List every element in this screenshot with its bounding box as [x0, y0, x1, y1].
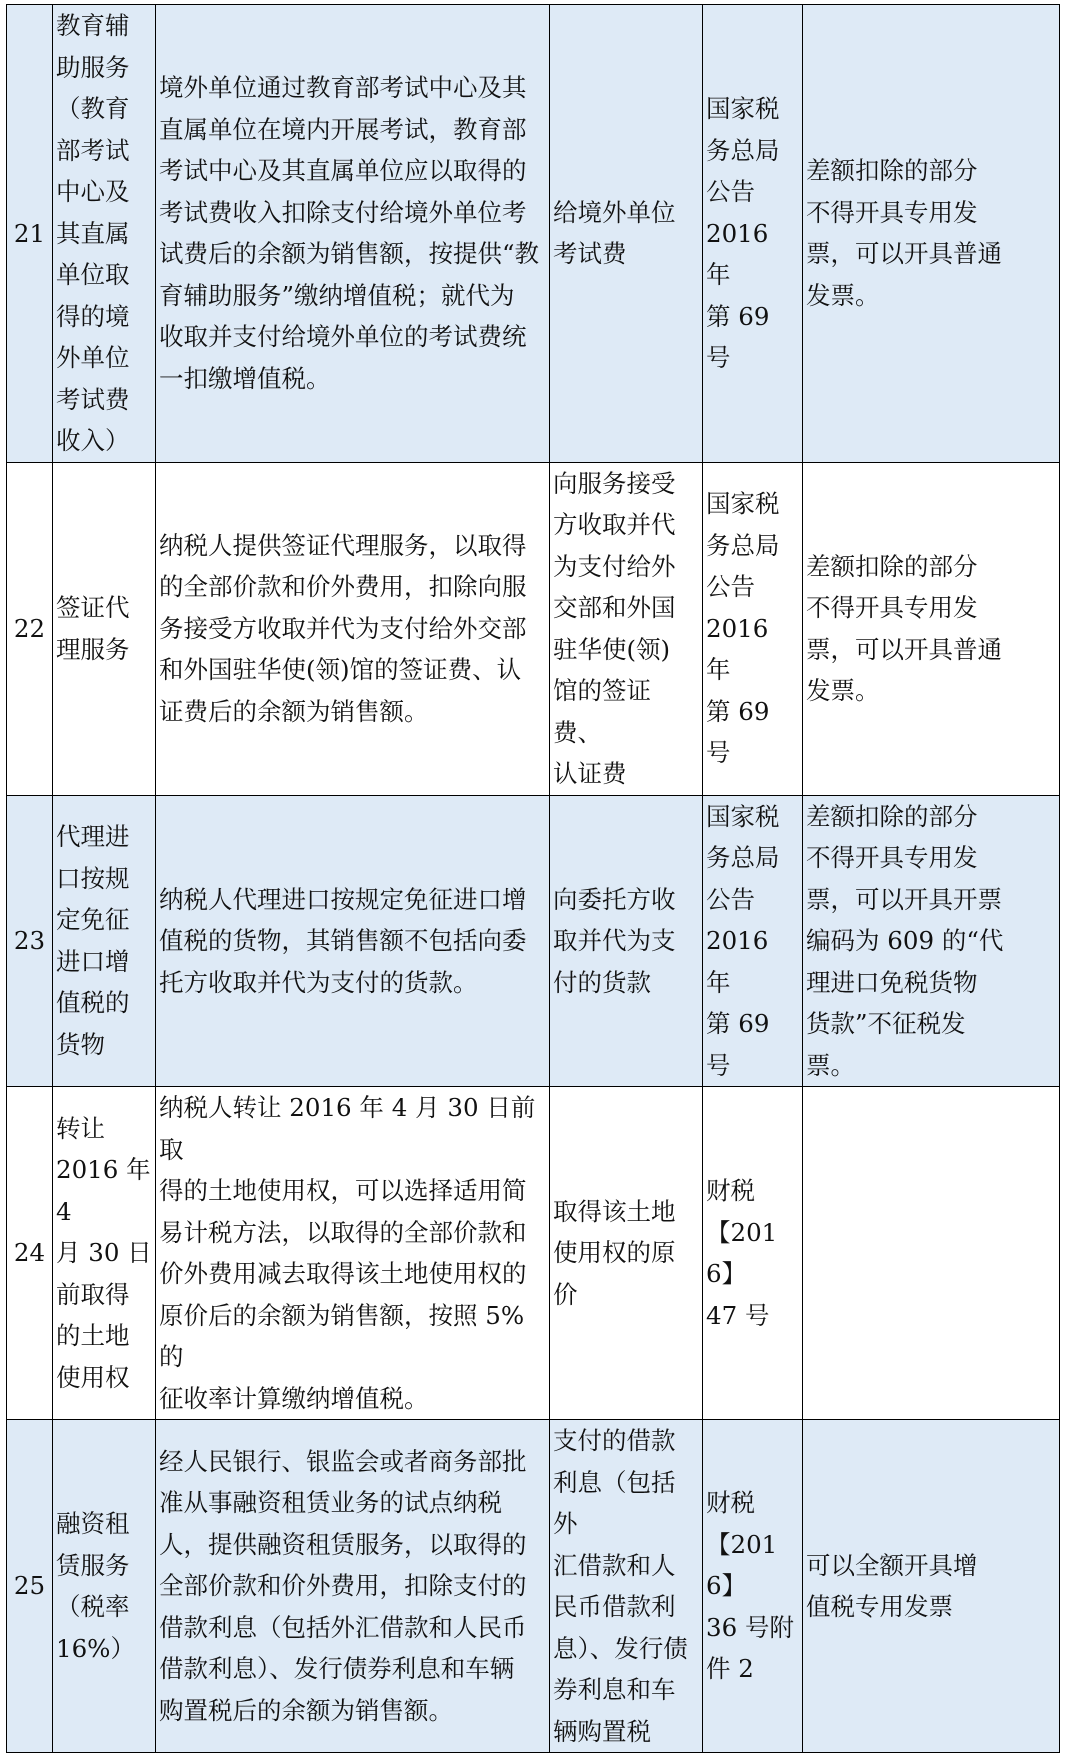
content-cell: [156, 5, 550, 463]
invoice-cell: [803, 5, 1060, 463]
item-name-cell: [53, 1420, 156, 1753]
deduction-cell: [550, 1087, 703, 1420]
invoice-cell: [803, 462, 1060, 795]
source-cell: [703, 795, 803, 1087]
row-number: 22: [7, 462, 53, 795]
row-number: 24: [7, 1087, 53, 1420]
table-row: [7, 1420, 1060, 1753]
source-cell: [703, 462, 803, 795]
deduction-text: 向服务接受 方收取并代 为支付给外 交部和外国 驻华使(领) 馆的签证费、 认证费: [553, 468, 676, 788]
table-row: [7, 5, 1060, 463]
source-cell: [703, 5, 803, 463]
content-cell: [156, 1420, 550, 1753]
deduction-text: 支付的借款 利息（包括外 汇借款和人 民币借款利 息）、发行债 券利息和车 辆购置税: [553, 1426, 688, 1746]
invoice-text: 差额扣除的部分 不得开具专用发 票，可以开具开票 编码为 609 的“代 理进口免税货物 货款”不征税发 票。: [806, 801, 1004, 1080]
deduction-text: 给境外单位 考试费: [553, 197, 676, 269]
row-number: 25: [7, 1420, 53, 1753]
item-name-cell: [53, 1087, 156, 1420]
content-text: 纳税人提供签证代理服务，以取得 的全部价款和价外费用，扣除向服 务接受方收取并代为支付给外交部 和外国驻华使(领)馆的签证费、认 证费后的余额为销售额。: [159, 530, 527, 726]
deduction-text: 向委托方收 取并代为支 付的货款: [553, 884, 676, 997]
item-name-cell: [53, 462, 156, 795]
source-text: 财税 【2016】 36 号附 件 2: [706, 1488, 794, 1684]
deduction-cell: [550, 1420, 703, 1753]
tax-deduction-table: [6, 4, 1060, 1753]
item-name: 代理进 口按规 定免征 进口增 值税的 货物: [56, 822, 130, 1059]
content-text: 纳税人代理进口按规定免征进口增 值税的货物，其销售额不包括向委 托方收取并代为支付的货款。: [159, 884, 527, 997]
row-number: 21: [7, 5, 53, 463]
item-name: 教育辅 助服务 （教育 部考试 中心及 其直属 单位取 得的境 外单位 考试费 收入）: [56, 11, 130, 455]
deduction-text: 取得该土地 使用权的原 价: [553, 1196, 676, 1309]
source-cell: [703, 1420, 803, 1753]
item-name-cell: [53, 795, 156, 1087]
content-text: 纳税人转让 2016 年 4 月 30 日前取 得的土地使用权，可以选择适用简 易计税方法，以取得的全部价款和 价外费用减去取得该土地使用权的 原价后的余额为销售额，按照 5%的 征收率计算缴纳增值税。: [159, 1093, 536, 1413]
invoice-text: 可以全额开具增 值税专用发票: [806, 1550, 978, 1621]
content-cell: [156, 795, 550, 1087]
content-text: 境外单位通过教育部考试中心及其 直属单位在境内开展考试，教育部 考试中心及其直属单位应以取得的 考试费收入扣除支付给境外单位考 试费后的余额为销售额，按提供“教 育辅助服务”缴纳增值税；就代为 收取并支付给境外单位的考试费统 一扣缴增值税。: [159, 73, 540, 393]
source-text: 国家税 务总局 公告 2016 年 第 69 号: [706, 801, 780, 1080]
item-name: 融资租 赁服务 （税率 16%）: [56, 1509, 135, 1663]
deduction-cell: [550, 795, 703, 1087]
source-text: 国家税 务总局 公告 2016 年 第 69 号: [706, 489, 780, 768]
invoice-cell: [803, 1087, 1060, 1420]
item-name-cell: [53, 5, 156, 463]
invoice-cell: [803, 795, 1060, 1087]
deduction-cell: [550, 462, 703, 795]
source-cell: [703, 1087, 803, 1420]
content-text: 经人民银行、银监会或者商务部批 准从事融资租赁业务的试点纳税 人，提供融资租赁服务，以取得的 全部价款和价外费用，扣除支付的 借款利息（包括外汇借款和人民币 借款利息）、发行债券利息和车辆 购置税后的余额为销售额。: [159, 1446, 527, 1725]
deduction-cell: [550, 5, 703, 463]
table-row: [7, 1087, 1060, 1420]
table-row: [7, 795, 1060, 1087]
item-name: 签证代 理服务: [56, 593, 130, 664]
invoice-text: 差额扣除的部分 不得开具专用发 票，可以开具普通 发票。: [806, 551, 1002, 705]
content-cell: [156, 1087, 550, 1420]
row-number: 23: [7, 795, 53, 1087]
content-cell: [156, 462, 550, 795]
source-text: 财税 【2016】 47 号: [706, 1176, 778, 1330]
invoice-text: 差额扣除的部分 不得开具专用发 票，可以开具普通 发票。: [806, 156, 1002, 310]
item-name: 转让 2016 年 4 月 30 日 前取得 的土地 使用权: [56, 1113, 152, 1392]
invoice-cell: [803, 1420, 1060, 1753]
table-row: [7, 462, 1060, 795]
source-text: 国家税 务总局 公告 2016 年 第 69 号: [706, 94, 780, 372]
